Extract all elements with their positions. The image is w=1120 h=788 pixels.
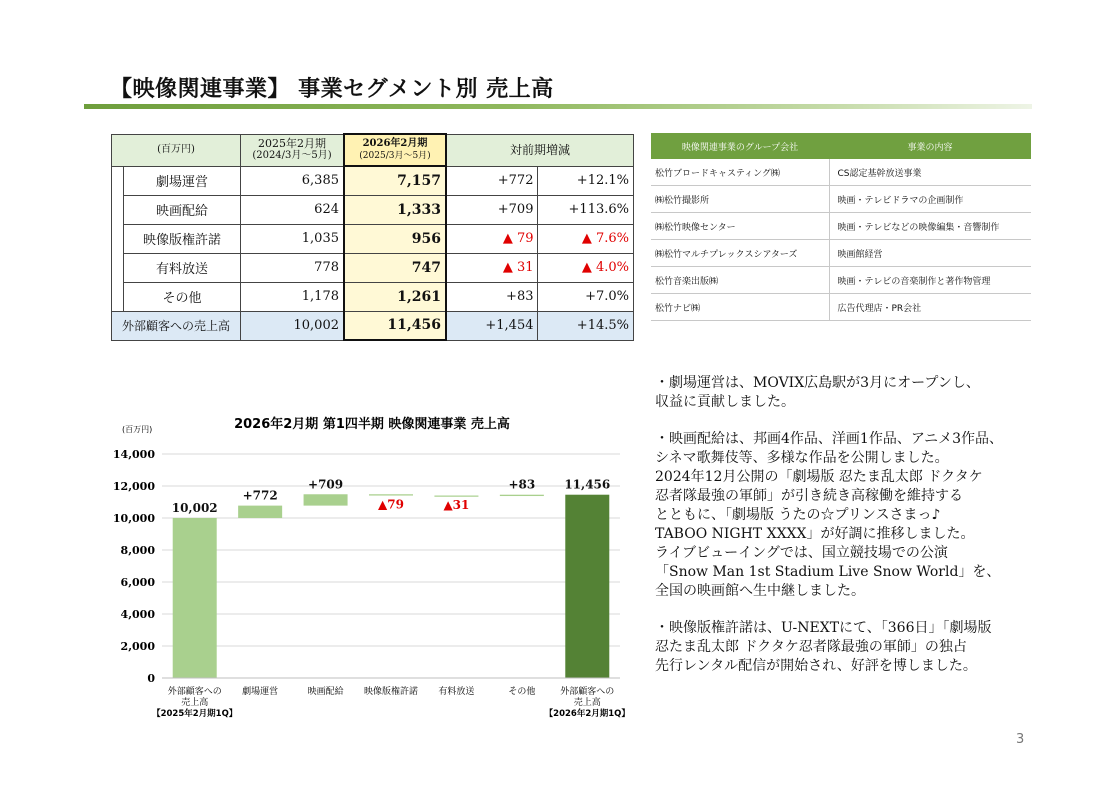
note-line: 2024年12月公開の「劇場版 忍たま乱太郎 ドクタケ bbox=[655, 469, 983, 485]
pct-value: +7.0% bbox=[538, 282, 634, 311]
company-row bbox=[651, 159, 1031, 186]
data-label: +83 bbox=[508, 477, 536, 492]
prev-value: 778 bbox=[241, 253, 345, 282]
y-tick-label: 10,000 bbox=[112, 512, 155, 525]
x-tick-label: 映画配給 bbox=[307, 687, 344, 697]
title-underline bbox=[84, 104, 1032, 109]
total-row bbox=[112, 311, 634, 340]
data-label: +772 bbox=[242, 488, 278, 503]
unit-header: (百万円) bbox=[112, 134, 241, 166]
diff-value: +709 bbox=[446, 195, 538, 224]
prev-period-label: (2024/3月～5月) bbox=[252, 150, 332, 161]
total-pct: +14.5% bbox=[538, 311, 634, 340]
company-row bbox=[651, 267, 1031, 294]
prev-period-header bbox=[241, 134, 345, 166]
note-line: 収益に貢献しました。 bbox=[655, 394, 795, 410]
company-row bbox=[651, 240, 1031, 267]
total-cur: 11,456 bbox=[344, 311, 446, 340]
x-tick-label: その他 bbox=[508, 687, 536, 697]
cur-value: 956 bbox=[344, 224, 446, 253]
change-header: 対前期増減 bbox=[446, 134, 634, 166]
diff-value: ▲ 79 bbox=[446, 224, 538, 253]
total-prev: 10,002 bbox=[241, 311, 345, 340]
x-tick-label: 有料放送 bbox=[438, 687, 475, 697]
business-description: 映画・テレビドラマの企画制作 bbox=[829, 186, 1031, 213]
diff-value: ▲ 31 bbox=[446, 253, 538, 282]
company-name: 松竹ナビ㈱ bbox=[651, 294, 829, 321]
note-line: 忍たま乱太郎 ドクタケ忍者隊最強の軍師」の独占 bbox=[655, 639, 967, 655]
pct-value: ▲ 4.0% bbox=[538, 253, 634, 282]
x-tick-label: 劇場運営 bbox=[242, 687, 279, 697]
bar-0 bbox=[173, 518, 217, 678]
pct-value: ▲ 7.6% bbox=[538, 224, 634, 253]
segment-label: その他 bbox=[124, 282, 241, 311]
prev-value: 1,178 bbox=[241, 282, 345, 311]
commentary bbox=[655, 374, 1025, 694]
data-label: +709 bbox=[308, 477, 344, 492]
bar-2 bbox=[304, 494, 348, 505]
x-tick-label: 売上高 bbox=[181, 698, 209, 708]
segment-row bbox=[112, 166, 634, 195]
company-row bbox=[651, 186, 1031, 213]
note-item bbox=[655, 374, 1025, 412]
company-row bbox=[651, 294, 1031, 321]
x-tick-label: 外部顧客への bbox=[167, 687, 222, 697]
segment-sales-table bbox=[111, 133, 634, 341]
bar-1 bbox=[238, 506, 282, 518]
segment-row bbox=[112, 224, 634, 253]
y-tick-label: 14,000 bbox=[112, 448, 155, 461]
data-label: ▲31 bbox=[443, 498, 470, 513]
x-tick-label: 映像版権許諾 bbox=[363, 687, 419, 697]
cur-value: 7,157 bbox=[344, 166, 446, 195]
cur-fy-label: 2026年2月期 bbox=[362, 138, 428, 149]
cur-value: 747 bbox=[344, 253, 446, 282]
note-line: 先行レンタル配信が開始され、好評を博しました。 bbox=[655, 658, 977, 674]
page-number: 3 bbox=[1016, 732, 1025, 747]
bar-4 bbox=[434, 496, 478, 497]
pct-value: +12.1% bbox=[538, 166, 634, 195]
company-name: ㈱松竹マルチプレックスシアターズ bbox=[651, 240, 829, 267]
note-line: TABOO NIGHT XXXX」が好調に推移しました。 bbox=[655, 526, 975, 542]
total-diff: +1,454 bbox=[446, 311, 538, 340]
data-label: 11,456 bbox=[564, 477, 611, 492]
diff-value: +772 bbox=[446, 166, 538, 195]
business-description: 映画・テレビなどの映像編集・音響制作 bbox=[829, 213, 1031, 240]
prev-value: 624 bbox=[241, 195, 345, 224]
business-description: 広告代理店・PR会社 bbox=[829, 294, 1031, 321]
company-header: 映像関連事業のグループ会社 bbox=[651, 133, 829, 159]
cur-period-header bbox=[344, 134, 446, 166]
business-description: CS認定基幹放送事業 bbox=[829, 159, 1031, 186]
row-indent bbox=[112, 195, 124, 224]
x-tick-sublabel: 【2026年2月期1Q】 bbox=[544, 709, 630, 719]
note-item bbox=[655, 430, 1025, 601]
note-line: ・劇場運営は、MOVIX広島駅が3月にオープンし、 bbox=[655, 375, 980, 391]
row-indent bbox=[112, 166, 124, 195]
waterfall-chart bbox=[112, 408, 632, 728]
note-line: ・映画配給は、邦画4作品、洋画1作品、アニメ3作品、 bbox=[655, 431, 1004, 447]
company-name: ㈱松竹撮影所 bbox=[651, 186, 829, 213]
segment-row bbox=[112, 195, 634, 224]
y-tick-label: 4,000 bbox=[120, 608, 155, 621]
bar-3 bbox=[369, 494, 413, 495]
note-line: 忍者隊最強の軍師」が引き続き高稼働を維持する bbox=[655, 488, 963, 504]
segment-label: 映像版権許諾 bbox=[124, 224, 241, 253]
segment-label: 映画配給 bbox=[124, 195, 241, 224]
business-description: 映画館経営 bbox=[829, 240, 1031, 267]
y-tick-label: 2,000 bbox=[120, 640, 155, 653]
prev-value: 1,035 bbox=[241, 224, 345, 253]
row-indent bbox=[112, 282, 124, 311]
note-item bbox=[655, 619, 1025, 676]
company-name: 松竹音楽出版㈱ bbox=[651, 267, 829, 294]
note-line: 「Snow Man 1st Stadium Live Snow World」を、 bbox=[655, 564, 1001, 580]
x-tick-label: 売上高 bbox=[573, 698, 601, 708]
cur-value: 1,333 bbox=[344, 195, 446, 224]
prev-fy-label: 2025年2月期 bbox=[258, 137, 326, 150]
y-tick-label: 0 bbox=[147, 672, 155, 685]
x-tick-sublabel: 【2025年2月期1Q】 bbox=[152, 709, 238, 719]
row-indent bbox=[112, 224, 124, 253]
bar-6 bbox=[565, 495, 609, 678]
segment-label: 劇場運営 bbox=[124, 166, 241, 195]
row-indent bbox=[112, 253, 124, 282]
y-tick-label: 8,000 bbox=[120, 544, 155, 557]
business-description: 映画・テレビの音楽制作と著作物管理 bbox=[829, 267, 1031, 294]
note-line: 全国の映画館へ生中継しました。 bbox=[655, 583, 865, 599]
note-line: ライブビューイングでは、国立競技場での公演 bbox=[655, 545, 948, 561]
note-line: シネマ歌舞伎等、多様な作品を公開しました。 bbox=[655, 450, 949, 466]
note-line: ・映像版権許諾は、U-NEXTにて、「366日」「劇場版 bbox=[655, 620, 992, 636]
total-label: 外部顧客への売上高 bbox=[112, 311, 241, 340]
chart-unit-label: (百万円) bbox=[122, 425, 153, 434]
cur-value: 1,261 bbox=[344, 282, 446, 311]
y-tick-label: 12,000 bbox=[112, 480, 155, 493]
page-title: 【映像関連事業】 事業セグメント別 売上高 bbox=[110, 77, 554, 102]
x-tick-label: 外部顧客への bbox=[560, 687, 615, 697]
group-company-table bbox=[651, 133, 1031, 321]
prev-value: 6,385 bbox=[241, 166, 345, 195]
company-name: 松竹ブロードキャスティング㈱ bbox=[651, 159, 829, 186]
segment-row bbox=[112, 282, 634, 311]
note-line: とともに、「劇場版 うたの☆プリンスさまっ♪ bbox=[655, 507, 941, 523]
business-header: 事業の内容 bbox=[829, 133, 1031, 159]
data-label: 10,002 bbox=[171, 500, 218, 515]
pct-value: +113.6% bbox=[538, 195, 634, 224]
chart-title: 2026年2月期 第1四半期 映像関連事業 売上高 bbox=[234, 417, 510, 432]
segment-row bbox=[112, 253, 634, 282]
company-row bbox=[651, 213, 1031, 240]
segment-label: 有料放送 bbox=[124, 253, 241, 282]
diff-value: +83 bbox=[446, 282, 538, 311]
cur-period-label: (2025/3月～5月) bbox=[359, 151, 431, 161]
y-tick-label: 6,000 bbox=[120, 576, 155, 589]
bar-5 bbox=[500, 495, 544, 496]
company-name: ㈱松竹映像センター bbox=[651, 213, 829, 240]
data-label: ▲79 bbox=[378, 497, 404, 512]
